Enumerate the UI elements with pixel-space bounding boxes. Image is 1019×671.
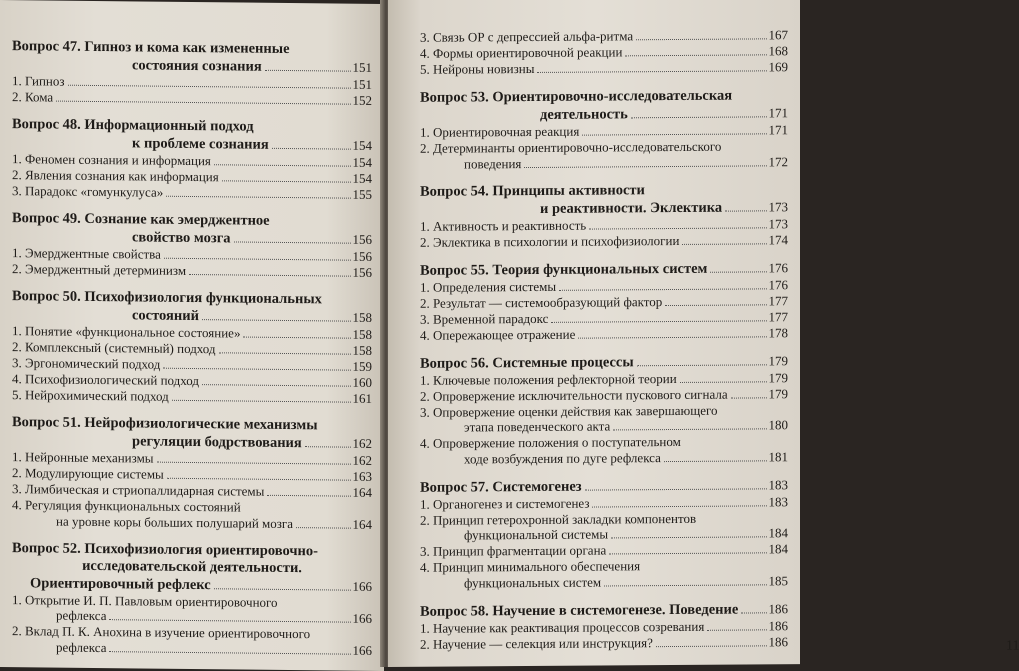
- toc-item-text: 1. Эмерджентные свойства: [12, 245, 161, 262]
- toc-item-text: 4. Регуляция функциональных состояний: [12, 497, 241, 515]
- section-title-line: Вопрос 54. Принципы активности: [420, 181, 645, 200]
- toc-page-number: 166: [352, 642, 372, 658]
- toc-page-number: 183: [768, 493, 788, 509]
- toc-page-number: 158: [352, 342, 372, 358]
- section-title-line: Вопрос 52. Психофизиология ориентировочно-: [12, 539, 318, 559]
- dot-leader: [537, 70, 766, 73]
- toc-item-text: 4. Формы ориентировочной реакции: [420, 44, 623, 61]
- dot-leader: [682, 243, 766, 245]
- dot-leader: [589, 227, 766, 229]
- dot-leader: [592, 505, 766, 507]
- toc-item-text: 2. Опровержение исключительности пускового сигнала: [420, 386, 728, 404]
- dot-leader: [725, 210, 766, 211]
- section-title: [420, 600, 788, 621]
- toc-item-text: 1. Органогенез и системогенез: [420, 495, 590, 512]
- toc-item-text: 3. Эргономический подход: [12, 355, 161, 372]
- toc-item-text: 2. Результат — системообразующий фактор: [420, 293, 663, 311]
- toc-item-text: 2. Комплексный (системный) подход: [12, 339, 216, 357]
- section-title: [12, 288, 372, 327]
- section-title-line: Вопрос 50. Психофизиология функциональных: [12, 288, 322, 308]
- section-title-line: Вопрос 48. Информационный подход: [12, 116, 254, 135]
- section-title-line: [12, 55, 372, 77]
- section-title: [420, 259, 788, 280]
- section-page-number: 186: [768, 600, 788, 616]
- toc-page-number: 172: [768, 153, 788, 169]
- continued-items: [420, 27, 788, 78]
- dot-leader: [665, 304, 766, 306]
- toc-item-text: 1. Понятие «функциональное состояние»: [12, 323, 241, 341]
- section-title-text: деятельность: [540, 106, 628, 123]
- toc-item-text: 2. Кома: [12, 89, 54, 105]
- dot-leader: [109, 651, 350, 655]
- section-title-line: Вопрос 51. Нейрофизиологические механизмы: [12, 414, 318, 434]
- toc-item-text: 1. Активность и реактивность: [420, 217, 587, 234]
- dot-leader: [664, 460, 767, 462]
- dot-leader: [559, 288, 766, 290]
- toc-page-number: 158: [352, 326, 372, 342]
- toc-section: [12, 38, 372, 109]
- toc-item-text: 4. Опережающее отражение: [420, 326, 576, 343]
- section-title-text: состояния сознания: [132, 57, 262, 75]
- section-page-number: 166: [352, 578, 372, 594]
- toc-item: [420, 59, 788, 78]
- toc-page-number: 177: [768, 308, 788, 324]
- toc-section: [12, 116, 372, 203]
- toc-item-text: 1. Научение как реактивация процессов созревания: [420, 618, 705, 636]
- dot-leader: [613, 428, 766, 430]
- dot-leader: [296, 527, 351, 529]
- page-number: 11: [1006, 638, 1019, 654]
- dot-leader: [189, 274, 350, 277]
- dot-leader: [164, 258, 351, 261]
- toc-item-text: 5. Нейрохимический подход: [12, 387, 169, 404]
- section-title: [420, 181, 788, 219]
- dot-leader: [707, 629, 766, 630]
- toc-item: [12, 387, 372, 407]
- toc-section: [12, 414, 372, 532]
- toc-item-text: 1. Гипноз: [12, 73, 65, 89]
- section-title: [420, 87, 788, 125]
- section-title: [420, 476, 788, 497]
- toc-page-number: 186: [768, 633, 788, 649]
- toc-item: [12, 261, 372, 281]
- dot-leader: [741, 612, 766, 613]
- section-title: [12, 116, 372, 155]
- toc-page-number: 154: [352, 170, 372, 186]
- dot-leader: [578, 336, 766, 338]
- dot-leader: [56, 101, 350, 105]
- toc-page-number: 156: [352, 264, 372, 280]
- toc-page-number: 184: [768, 541, 788, 557]
- toc-section: [420, 87, 788, 172]
- toc-item-line: [12, 513, 372, 533]
- left-page: [0, 0, 384, 671]
- toc-item-text: 3. Парадокс «гомункулуса»: [12, 183, 164, 200]
- section-title-line: исследовательской деятельности.: [82, 557, 302, 576]
- section-title-text: Ориентировочный рефлекс: [30, 574, 211, 593]
- dot-leader: [272, 148, 351, 150]
- toc-item-text: 5. Нейроны новизны: [420, 60, 535, 77]
- section-title-text: Вопрос 57. Системогенез: [420, 478, 582, 496]
- section-page-number: 171: [768, 105, 788, 121]
- toc-item-text: 1. Ориентировочная реакция: [420, 123, 580, 140]
- section-page-number: 162: [352, 435, 372, 451]
- section-title-line: [12, 133, 372, 155]
- section-title-line: [420, 476, 788, 497]
- toc-page-number: 174: [768, 231, 788, 247]
- toc-page-number: 166: [352, 610, 372, 626]
- toc-page-number: 152: [352, 92, 372, 108]
- toc-page-number: 159: [352, 358, 372, 374]
- section-page-number: 179: [768, 352, 788, 368]
- toc-item-text: 2. Принцип гетерохронной закладки компонентов: [420, 510, 697, 528]
- toc-item-text: 1. Ключевые положения рефлекторной теории: [420, 370, 677, 388]
- toc-item-text: этапа поведенческого акта: [464, 418, 611, 435]
- toc-item: [420, 325, 788, 344]
- toc-page-number: 163: [352, 468, 372, 484]
- toc-page-number: 186: [768, 617, 788, 633]
- dot-leader: [305, 446, 351, 447]
- section-title-text: регуляции бодрствования: [132, 433, 302, 452]
- dot-leader: [637, 364, 767, 366]
- dot-leader: [636, 38, 766, 40]
- dot-leader: [625, 54, 766, 56]
- toc-page-number: 160: [352, 374, 372, 390]
- toc-page-number: 155: [352, 186, 372, 202]
- toc-page-number: 173: [768, 215, 788, 231]
- section-title-line: [420, 352, 788, 373]
- section-title: [420, 352, 788, 373]
- toc-item-text: 2. Эмерджентный детерминизм: [12, 261, 187, 278]
- toc-item-text: поведения: [464, 155, 522, 171]
- toc-section: [420, 476, 788, 592]
- toc-item-text: 1. Феномен сознания и информация: [12, 151, 211, 169]
- dot-leader: [710, 271, 766, 272]
- dot-leader: [202, 319, 351, 322]
- toc-section: [12, 210, 372, 281]
- toc-item-text: 2. Эклектика в психологии и психофизиологии: [420, 232, 680, 250]
- toc-item-text: рефлекса: [56, 639, 107, 655]
- section-title-line: [12, 305, 372, 327]
- toc-item-text: 2. Детерминанты ориентировочно-исследовательского: [420, 138, 722, 156]
- toc-item-text: 2. Явления сознания как информация: [12, 167, 219, 185]
- dot-leader: [551, 320, 766, 323]
- section-title: [12, 210, 372, 249]
- toc-page-number: 164: [352, 484, 372, 500]
- toc-page-number: 154: [352, 154, 372, 170]
- toc-page-number: 168: [768, 43, 788, 59]
- toc-item-line: [12, 639, 372, 659]
- toc-page-number: 167: [768, 27, 788, 43]
- toc-item-text: функциональной системы: [464, 526, 609, 543]
- toc-item-text: функциональных систем: [464, 574, 602, 590]
- toc-item-text: 3. Временной парадокс: [420, 310, 549, 327]
- section-page-number: 156: [352, 231, 372, 247]
- toc-page-number: 169: [768, 59, 788, 75]
- toc-page-number: 179: [768, 369, 788, 385]
- toc-item: [12, 89, 372, 109]
- toc-item-text: на уровне коры больших полушарий мозга: [56, 513, 293, 531]
- toc-page-number: 179: [768, 385, 788, 401]
- right-page: [388, 0, 1019, 667]
- dot-leader: [731, 397, 767, 398]
- dot-leader: [163, 368, 350, 371]
- toc-section: [12, 540, 372, 659]
- section-title-line: [12, 227, 372, 249]
- dot-leader: [167, 478, 351, 481]
- dot-leader: [222, 180, 351, 182]
- toc-item-text: 1. Определения системы: [420, 278, 557, 295]
- toc-item-text: 1. Открытие И. П. Павловым ориентировочного: [12, 591, 278, 610]
- toc-item-text: 2. Модулирующие системы: [12, 465, 164, 482]
- toc-item-text: 4. Психофизиологический подход: [12, 371, 200, 389]
- toc-section: [420, 181, 788, 251]
- toc-page-number: 176: [768, 276, 788, 292]
- section-title-text: к проблеме сознания: [132, 135, 269, 153]
- dot-leader: [265, 70, 351, 72]
- dot-leader: [172, 400, 351, 403]
- dot-leader: [631, 116, 767, 118]
- toc-page-number: 161: [352, 390, 372, 406]
- toc-page-number: 164: [352, 516, 372, 532]
- section-title-text: Вопрос 55. Теория функциональных систем: [420, 260, 708, 279]
- toc-page-number: 177: [768, 292, 788, 308]
- toc-item-text: ходе возбуждения по дуге рефлекса: [464, 449, 661, 466]
- dot-leader: [202, 384, 350, 387]
- section-title-line: [420, 198, 788, 219]
- section-title-line: [420, 104, 788, 125]
- section-title-text: и реактивности. Эклектика: [540, 199, 723, 217]
- dot-leader: [604, 584, 766, 586]
- toc-item-text: 3. Принцип фрагментации органа: [420, 542, 607, 559]
- toc-page-number: 156: [352, 248, 372, 264]
- dot-leader: [219, 352, 351, 354]
- toc-page-number: 185: [768, 572, 788, 588]
- section-page-number: 151: [352, 59, 372, 75]
- toc-item-text: 3. Лимбическая и стриопаллидарная системы: [12, 481, 265, 499]
- section-title: [12, 540, 372, 596]
- section-title-line: Вопрос 53. Ориентировочно-исследовательская: [420, 87, 733, 106]
- toc-item-text: 4. Принцип минимального обеспечения: [420, 558, 641, 575]
- dot-leader: [582, 133, 766, 135]
- toc-item-text: 2. Научение — селекция или инструкция?: [420, 634, 653, 652]
- toc-item-text: рефлекса: [56, 607, 107, 624]
- toc-page-number: 180: [768, 417, 788, 433]
- toc-item-text: 2. Вклад П. К. Анохина в изучение ориентировочного: [12, 623, 311, 642]
- dot-leader: [656, 645, 767, 647]
- dot-leader: [267, 495, 350, 497]
- toc-item-text: 1. Нейронные механизмы: [12, 449, 154, 466]
- toc-section: [420, 600, 788, 653]
- toc-section: [12, 288, 372, 407]
- toc-page-number: 178: [768, 324, 788, 340]
- dot-leader: [214, 588, 351, 590]
- section-title-line: Вопрос 49. Сознание как эмерджентное: [12, 210, 270, 229]
- toc-item-line: [420, 573, 788, 592]
- toc-item-line: [420, 154, 788, 173]
- dot-leader: [609, 552, 766, 554]
- toc-page-number: 162: [352, 452, 372, 468]
- dot-leader: [524, 165, 766, 168]
- toc-page-number: 151: [352, 76, 372, 92]
- section-page-number: 183: [768, 476, 788, 492]
- section-page-number: 173: [768, 198, 788, 214]
- section-title-text: Вопрос 56. Системные процессы: [420, 353, 634, 372]
- section-title-line: Вопрос 47. Гипноз и кома как измененные: [12, 38, 290, 58]
- section-title-line: [12, 431, 372, 453]
- section-title-line: [12, 574, 372, 596]
- dot-leader: [157, 462, 351, 465]
- toc-item-text: 4. Опровержение положения о поступательном: [420, 433, 681, 451]
- toc-item: [420, 634, 788, 653]
- dot-leader: [214, 164, 351, 166]
- dot-leader: [68, 85, 351, 89]
- toc-item-text: 3. Связь ОР с депрессией альфа-ритма: [420, 28, 634, 45]
- dot-leader: [243, 337, 350, 339]
- toc-page-number: 184: [768, 525, 788, 541]
- toc-section: [420, 259, 788, 344]
- toc-item: [420, 232, 788, 251]
- section-page-number: 154: [352, 137, 372, 153]
- section-title-line: [420, 600, 788, 621]
- toc-item-text: 3. Опровержение оценки действия как завершающего: [420, 402, 718, 420]
- section-title: [12, 414, 372, 453]
- toc-item-line: [420, 449, 788, 468]
- dot-leader: [585, 488, 767, 490]
- toc-page-number: 181: [768, 448, 788, 464]
- toc-item: [12, 183, 372, 203]
- dot-leader: [166, 196, 350, 199]
- section-title-text: Вопрос 58. Научение в системогенезе. Поведение: [420, 601, 739, 620]
- section-page-number: 176: [768, 259, 788, 275]
- dot-leader: [234, 241, 351, 243]
- dot-leader: [680, 381, 767, 383]
- toc-section: [420, 352, 788, 468]
- section-page-number: 158: [352, 309, 372, 325]
- section-title: [12, 38, 372, 77]
- section-title-text: состояний: [132, 307, 199, 325]
- section-title-line: [420, 259, 788, 280]
- toc-page-number: 171: [768, 122, 788, 138]
- dot-leader: [611, 536, 766, 538]
- section-title-text: свойство мозга: [132, 229, 231, 247]
- dot-leader: [109, 619, 350, 623]
